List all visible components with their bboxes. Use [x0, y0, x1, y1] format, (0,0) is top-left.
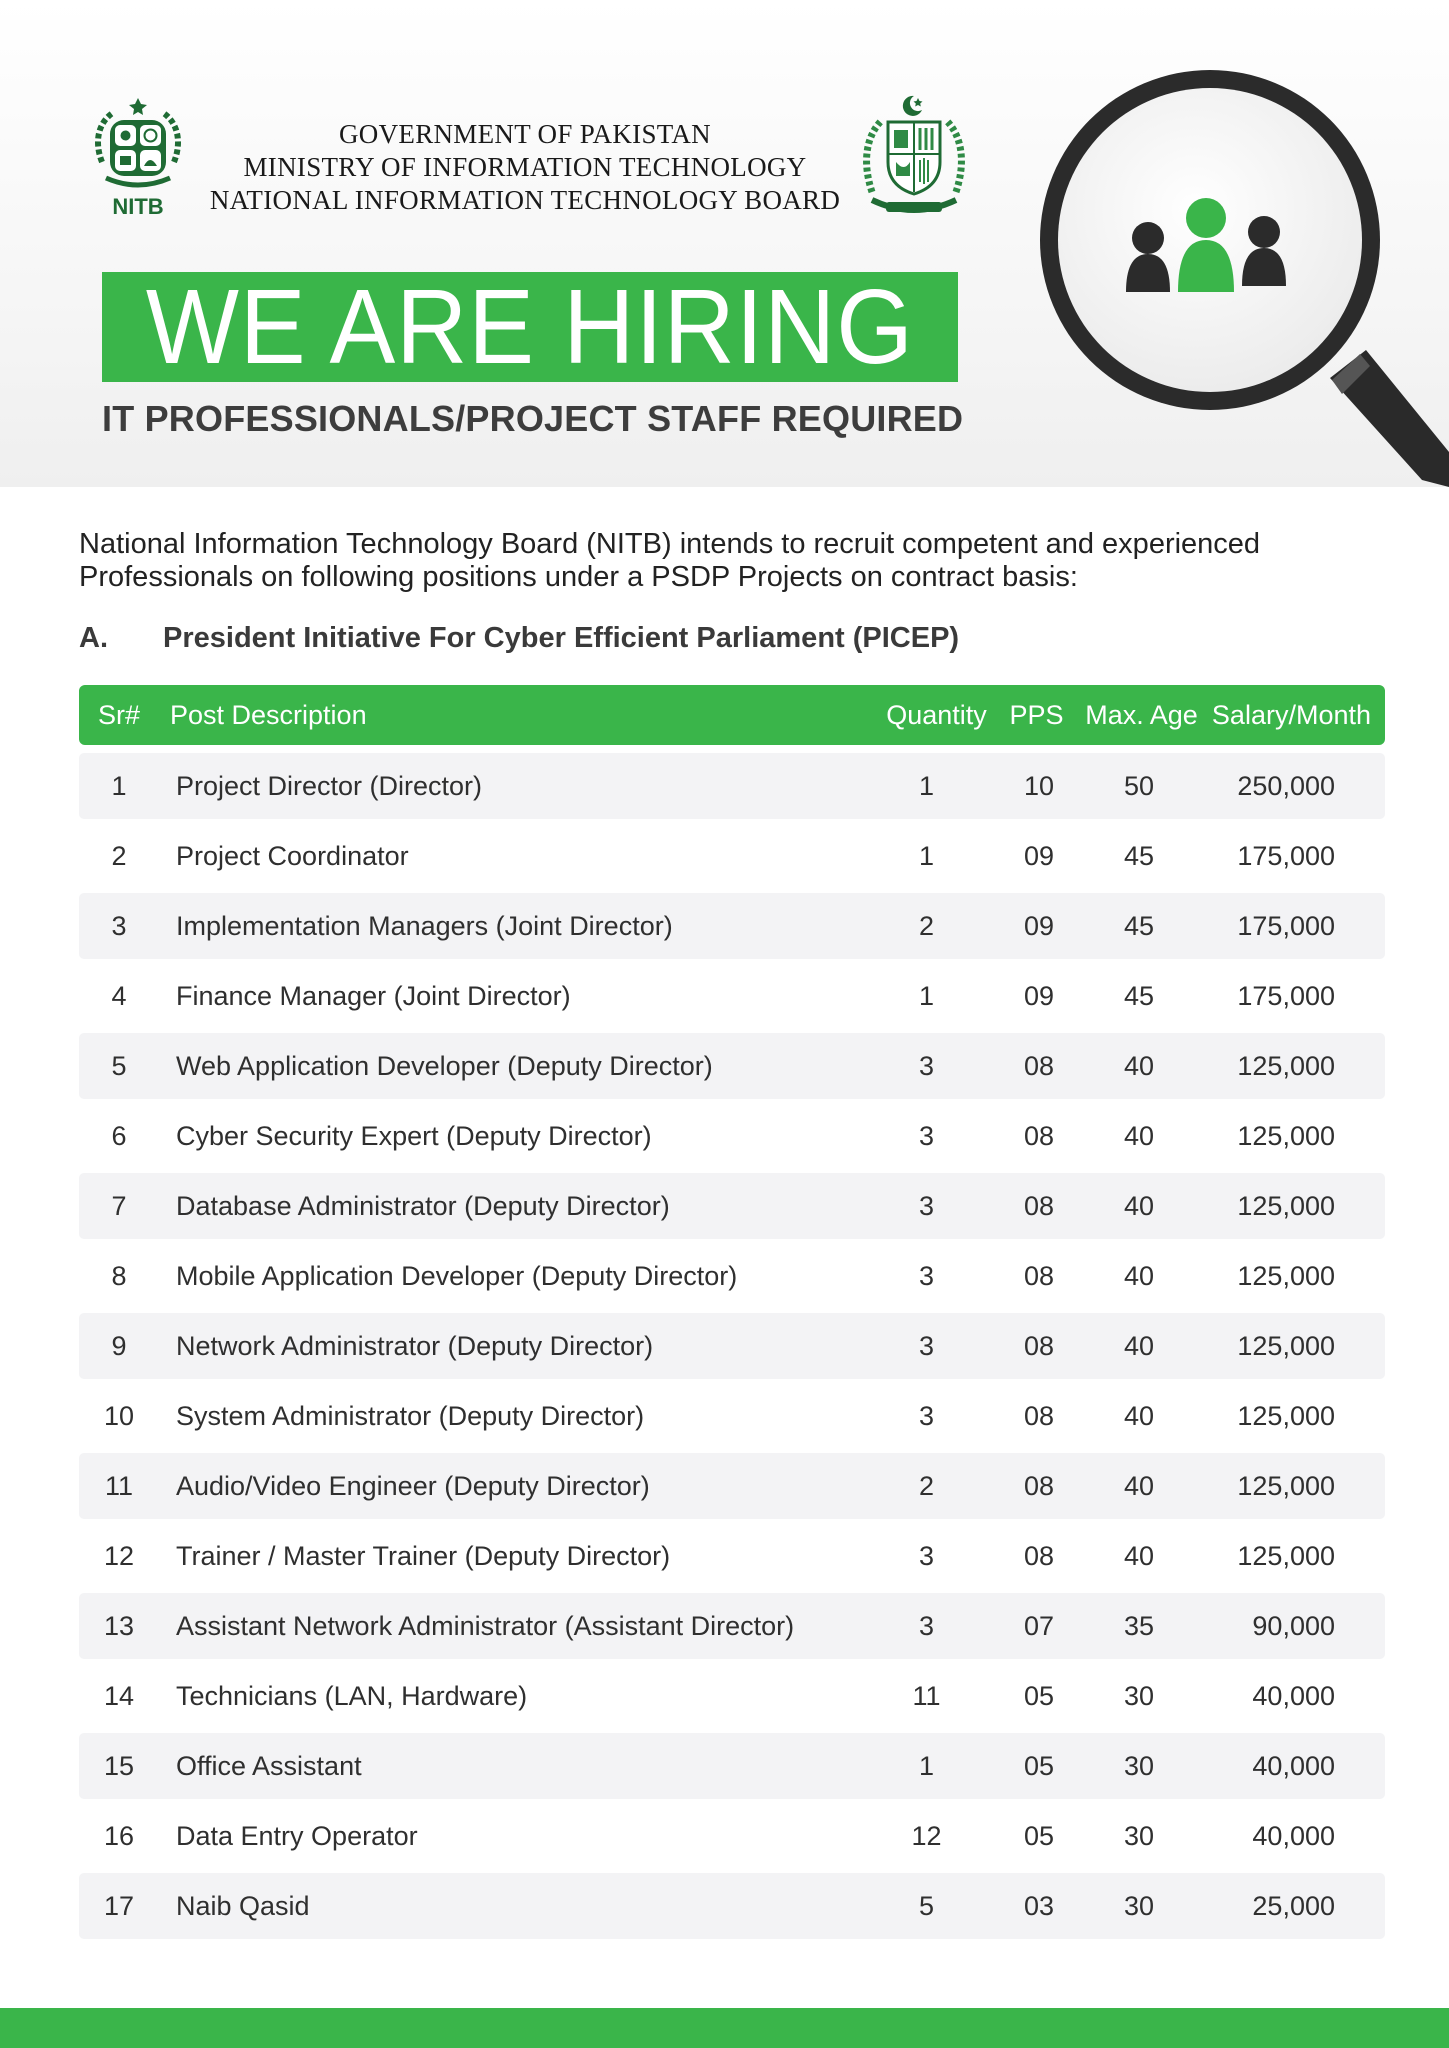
cell-age: 40 [1123, 1120, 1155, 1151]
cell-qty: 3 [918, 1260, 935, 1291]
cell-sr: 5 [111, 1050, 127, 1081]
cell-age: 30 [1123, 1890, 1155, 1921]
cell-age: 45 [1123, 980, 1155, 1011]
cell-salary: 125,000 [1237, 1120, 1335, 1151]
cell-age: 40 [1123, 1190, 1155, 1221]
cell-age: 30 [1123, 1750, 1155, 1781]
cell-pps: 03 [1023, 1890, 1055, 1921]
table-row [79, 1383, 1385, 1449]
cell-sr: 13 [103, 1610, 135, 1641]
header-age: Max. Age [1085, 699, 1198, 730]
cell-pps: 07 [1023, 1610, 1055, 1641]
header-qty: Quantity [886, 699, 987, 730]
cell-desc: Finance Manager (Joint Director) [176, 980, 571, 1011]
hiring-title: WE ARE HIRING [146, 268, 914, 386]
gov-line-1: GOVERNMENT OF PAKISTAN [339, 119, 711, 149]
cell-desc: Trainer / Master Trainer (Deputy Director) [176, 1540, 671, 1571]
cell-pps: 05 [1023, 1820, 1055, 1851]
cell-qty: 1 [918, 770, 935, 801]
cell-salary: 125,000 [1237, 1330, 1335, 1361]
cell-age: 45 [1123, 840, 1155, 871]
cell-desc: Network Administrator (Deputy Director) [176, 1330, 654, 1361]
table-row [79, 1803, 1385, 1869]
cell-salary: 40,000 [1252, 1750, 1335, 1781]
cell-sr: 1 [111, 770, 127, 801]
cell-pps: 08 [1023, 1260, 1055, 1291]
cell-qty: 11 [912, 1680, 941, 1711]
intro-paragraph [79, 528, 1389, 594]
cell-age: 30 [1123, 1680, 1155, 1711]
cell-age: 45 [1123, 910, 1155, 941]
cell-desc: Assistant Network Administrator (Assistant Director) [176, 1610, 795, 1641]
cell-sr: 17 [103, 1890, 135, 1921]
cell-qty: 3 [918, 1120, 935, 1151]
cell-qty: 1 [918, 980, 935, 1011]
staff-required-subtitle: IT PROFESSIONALS/PROJECT STAFF REQUIRED [102, 398, 964, 439]
table-row [79, 1173, 1385, 1239]
cell-pps: 05 [1023, 1750, 1055, 1781]
section-letter: A. [79, 622, 108, 654]
cell-qty: 2 [918, 910, 935, 941]
cell-pps: 08 [1023, 1120, 1055, 1151]
table-row [79, 823, 1385, 889]
magnifying-glass-people-icon [1010, 60, 1449, 487]
intro-line-2: Professionals on following positions under a PSDP Projects on contract basis: [79, 561, 1078, 593]
cell-sr: 14 [103, 1680, 135, 1711]
header-sr: Sr# [97, 699, 141, 730]
cell-age: 40 [1123, 1050, 1155, 1081]
table-row [79, 1733, 1385, 1799]
cell-desc: Web Application Developer (Deputy Director) [176, 1050, 713, 1081]
cell-age: 50 [1123, 770, 1155, 801]
intro-line-1: National Information Technology Board (NITB) intends to recruit competent and experienced [79, 528, 1261, 560]
cell-salary: 125,000 [1237, 1190, 1335, 1221]
header-banner [0, 0, 1449, 487]
cell-age: 40 [1123, 1260, 1155, 1291]
cell-age: 40 [1123, 1470, 1155, 1501]
cell-pps: 05 [1023, 1680, 1055, 1711]
cell-qty: 1 [918, 1750, 935, 1781]
footer-bar [0, 2008, 1449, 2048]
hiring-banner [102, 268, 958, 386]
cell-age: 40 [1123, 1540, 1155, 1571]
cell-sr: 4 [111, 980, 127, 1011]
cell-salary: 125,000 [1237, 1050, 1335, 1081]
table-row [79, 1313, 1385, 1379]
cell-salary: 125,000 [1237, 1260, 1335, 1291]
cell-sr: 10 [103, 1400, 135, 1431]
government-heading [190, 118, 860, 217]
header-pps: PPS [1009, 699, 1064, 730]
cell-desc: Project Coordinator [176, 840, 409, 871]
gov-line-2: MINISTRY OF INFORMATION TECHNOLOGY [243, 152, 807, 182]
state-emblem-icon [858, 92, 970, 224]
cell-desc: Naib Qasid [176, 1890, 310, 1921]
nitb-logo-text: NITB [112, 194, 164, 219]
cell-salary: 250,000 [1237, 770, 1335, 801]
cell-sr: 15 [103, 1750, 135, 1781]
cell-qty: 1 [918, 840, 935, 871]
cell-desc: Database Administrator (Deputy Director) [176, 1190, 670, 1221]
section-title: President Initiative For Cyber Efficient Parliament (PICEP) [163, 622, 960, 654]
cell-pps: 10 [1023, 770, 1055, 801]
cell-salary: 40,000 [1252, 1680, 1335, 1711]
cell-salary: 125,000 [1237, 1470, 1335, 1501]
cell-salary: 175,000 [1237, 910, 1335, 941]
table-row [79, 1453, 1385, 1519]
table-row [79, 753, 1385, 819]
cell-salary: 40,000 [1252, 1820, 1335, 1851]
cell-qty: 5 [918, 1890, 935, 1921]
cell-salary: 175,000 [1237, 840, 1335, 871]
positions-table [79, 685, 1385, 1939]
cell-qty: 3 [918, 1610, 935, 1641]
cell-pps: 08 [1023, 1050, 1055, 1081]
cell-desc: Implementation Managers (Joint Director) [176, 910, 673, 941]
table-row [79, 1663, 1385, 1729]
cell-age: 35 [1123, 1610, 1155, 1641]
cell-qty: 2 [918, 1470, 935, 1501]
cell-age: 40 [1123, 1330, 1155, 1361]
cell-desc: Mobile Application Developer (Deputy Director) [176, 1260, 738, 1291]
cell-pps: 09 [1023, 910, 1055, 941]
cell-pps: 08 [1023, 1400, 1055, 1431]
table-row [79, 893, 1385, 959]
table-row [79, 1033, 1385, 1099]
table-row [79, 1873, 1385, 1939]
cell-qty: 3 [918, 1540, 935, 1571]
cell-sr: 3 [111, 910, 127, 941]
cell-sr: 6 [111, 1120, 127, 1151]
cell-sr: 7 [111, 1190, 127, 1221]
cell-pps: 09 [1023, 980, 1055, 1011]
cell-salary: 175,000 [1237, 980, 1335, 1011]
cell-sr: 2 [111, 840, 127, 871]
cell-salary: 125,000 [1237, 1400, 1335, 1431]
cell-pps: 09 [1023, 840, 1055, 871]
cell-qty: 12 [911, 1820, 942, 1851]
cell-age: 30 [1123, 1820, 1155, 1851]
cell-salary: 25,000 [1252, 1890, 1335, 1921]
cell-desc: Office Assistant [176, 1750, 362, 1781]
cell-desc: Cyber Security Expert (Deputy Director) [176, 1120, 652, 1151]
header-desc: Post Description [170, 699, 367, 730]
cell-sr: 8 [111, 1260, 127, 1291]
table-row [79, 1103, 1385, 1169]
cell-pps: 08 [1023, 1470, 1055, 1501]
cell-qty: 3 [918, 1400, 935, 1431]
cell-sr: 16 [103, 1820, 135, 1851]
nitb-logo-icon [84, 92, 192, 220]
cell-qty: 3 [918, 1050, 935, 1081]
cell-salary: 125,000 [1237, 1540, 1335, 1571]
table-row [79, 1243, 1385, 1309]
gov-line-3: NATIONAL INFORMATION TECHNOLOGY BOARD [209, 185, 841, 215]
table-row [79, 1593, 1385, 1659]
cell-desc: System Administrator (Deputy Director) [176, 1400, 645, 1431]
cell-desc: Project Director (Director) [176, 770, 483, 801]
cell-desc: Data Entry Operator [176, 1820, 418, 1851]
cell-age: 40 [1123, 1400, 1155, 1431]
cell-pps: 08 [1023, 1330, 1055, 1361]
cell-desc: Technicians (LAN, Hardware) [176, 1680, 528, 1711]
table-header-row [79, 685, 1385, 745]
table-row [79, 1523, 1385, 1589]
cell-pps: 08 [1023, 1540, 1055, 1571]
cell-sr: 11 [104, 1470, 134, 1501]
cell-qty: 3 [918, 1190, 935, 1221]
cell-sr: 12 [103, 1540, 135, 1571]
cell-pps: 08 [1023, 1190, 1055, 1221]
cell-salary: 90,000 [1252, 1610, 1335, 1641]
section-heading [79, 622, 1379, 655]
cell-qty: 3 [918, 1330, 935, 1361]
table-body [79, 753, 1385, 1939]
table-row [79, 963, 1385, 1029]
cell-sr: 9 [111, 1330, 127, 1361]
header-salary: Salary/Month [1211, 699, 1371, 730]
cell-desc: Audio/Video Engineer (Deputy Director) [176, 1470, 650, 1501]
